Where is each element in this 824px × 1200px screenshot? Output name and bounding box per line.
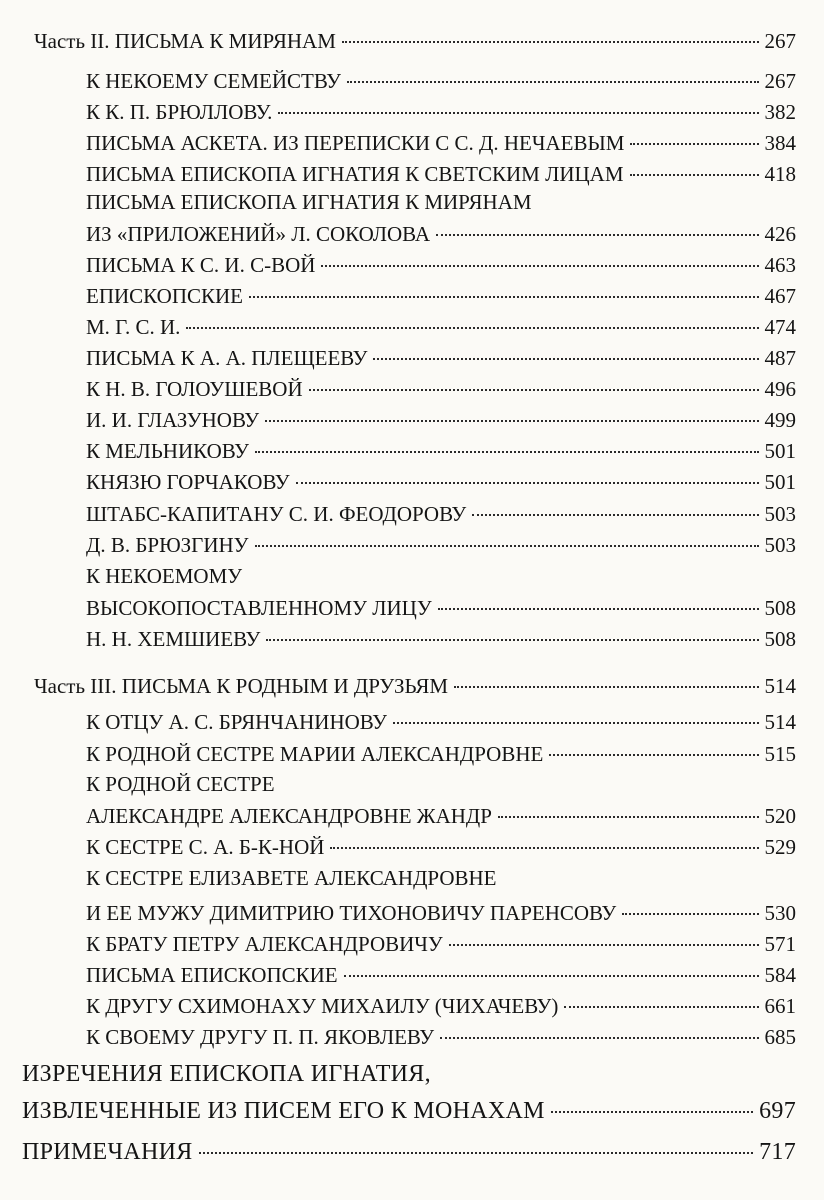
page-number: 508 <box>764 596 796 620</box>
entry-title: ВЫСОКОПОСТАВЛЕННОМУ ЛИЦУ <box>86 596 432 620</box>
toc-entry[interactable] <box>86 500 796 528</box>
entry-title: ПРИМЕЧАНИЯ <box>22 1139 193 1165</box>
entry-title: К СЕСТРЕ С. А. Б-К-НОЙ <box>86 835 325 859</box>
entry-title: К Н. В. ГОЛОУШЕВОЙ <box>86 377 303 401</box>
dot-leader <box>321 265 758 267</box>
entry-title: ШТАБС-КАПИТАНУ С. И. ФЕОДОРОВУ <box>86 502 467 526</box>
dot-leader <box>393 722 759 724</box>
dot-leader <box>564 1006 758 1008</box>
dot-leader <box>255 451 759 453</box>
dot-leader <box>454 686 758 688</box>
dot-leader <box>265 420 758 422</box>
entry-title: И ЕЕ МУЖУ ДИМИТРИЮ ТИХОНОВИЧУ ПАРЕНСОВУ <box>86 901 617 925</box>
entry-title: К НЕКОЕМОМУ <box>86 564 243 588</box>
toc-entry[interactable] <box>86 220 796 248</box>
toc-entry[interactable] <box>86 562 796 590</box>
toc-entry[interactable] <box>86 899 796 927</box>
entry-title: М. Г. С. И. <box>86 315 181 339</box>
page-number: 426 <box>764 222 796 246</box>
dot-leader <box>449 944 759 946</box>
toc-entry[interactable] <box>86 802 796 830</box>
page-number: 520 <box>764 804 796 828</box>
toc-entry[interactable] <box>86 375 796 403</box>
page-number: 499 <box>764 408 796 432</box>
toc-entry[interactable] <box>86 770 796 798</box>
page-number: 467 <box>764 284 796 308</box>
dot-leader <box>199 1152 753 1154</box>
page-number: 267 <box>764 69 796 93</box>
page-number: 697 <box>759 1098 796 1124</box>
dot-leader <box>436 234 759 236</box>
dot-leader <box>266 639 758 641</box>
entry-title: АЛЕКСАНДРЕ АЛЕКСАНДРОВНЕ ЖАНДР <box>86 804 492 828</box>
page-number: 685 <box>764 1025 796 1049</box>
page-number: 661 <box>764 994 796 1018</box>
entry-title: ПИСЬМА АСКЕТА. ИЗ ПЕРЕПИСКИ С С. Д. НЕЧАЕВЫМ <box>86 131 625 155</box>
dot-leader <box>330 847 758 849</box>
entry-title: Часть III. ПИСЬМА К РОДНЫМ И ДРУЗЬЯМ <box>34 674 449 698</box>
toc-entry[interactable] <box>86 282 796 310</box>
toc-major-entry[interactable] <box>22 1138 796 1166</box>
page-number: 463 <box>764 253 796 277</box>
page-number: 487 <box>764 346 796 370</box>
toc-entry[interactable] <box>86 313 796 341</box>
page-number: 514 <box>764 710 796 734</box>
page-number: 717 <box>759 1139 796 1165</box>
dot-leader <box>630 174 759 176</box>
toc-entry[interactable] <box>86 1023 796 1051</box>
page-number: 382 <box>764 100 796 124</box>
entry-title: Часть II. ПИСЬМА К МИРЯНАМ <box>34 29 336 53</box>
dot-leader <box>255 545 759 547</box>
entry-title: К БРАТУ ПЕТРУ АЛЕКСАНДРОВИЧУ <box>86 932 443 956</box>
entry-title: К МЕЛЬНИКОВУ <box>86 439 249 463</box>
toc-major-entry[interactable] <box>22 1097 796 1125</box>
entry-title: К НЕКОЕМУ СЕМЕЙСТВУ <box>86 69 342 93</box>
toc-entry[interactable] <box>86 406 796 434</box>
page-number: 474 <box>764 315 796 339</box>
dot-leader <box>549 754 758 756</box>
entry-title: К РОДНОЙ СЕСТРЕ <box>86 772 275 796</box>
page-number: 501 <box>764 470 796 494</box>
toc-entry[interactable] <box>86 251 796 279</box>
toc-entry[interactable] <box>86 468 796 496</box>
toc-entry[interactable] <box>86 961 796 989</box>
entry-title: ПИСЬМА К А. А. ПЛЕЩЕЕВУ <box>86 346 368 370</box>
toc-entry[interactable] <box>86 625 796 653</box>
toc-entry[interactable] <box>86 708 796 736</box>
page-number: 384 <box>764 131 796 155</box>
page-number: 530 <box>764 901 796 925</box>
page-number: 529 <box>764 835 796 859</box>
entry-title: К ОТЦУ А. С. БРЯНЧАНИНОВУ <box>86 710 387 734</box>
dot-leader <box>344 975 759 977</box>
dot-leader <box>309 389 759 391</box>
toc-major-entry[interactable] <box>22 1060 796 1088</box>
toc-entry[interactable] <box>86 160 796 188</box>
entry-title: К РОДНОЙ СЕСТРЕ МАРИИ АЛЕКСАНДРОВНЕ <box>86 742 544 766</box>
entry-title: И. И. ГЛАЗУНОВУ <box>86 408 260 432</box>
toc-entry[interactable] <box>86 188 796 216</box>
entry-title: ИЗРЕЧЕНИЯ ЕПИСКОПА ИГНАТИЯ, <box>22 1061 431 1087</box>
dot-leader <box>630 143 758 145</box>
dot-leader <box>440 1037 758 1039</box>
dot-leader <box>622 913 758 915</box>
dot-leader <box>342 41 759 43</box>
toc-entry[interactable] <box>86 344 796 372</box>
page-number: 515 <box>764 742 796 766</box>
entry-title: К СВОЕМУ ДРУГУ П. П. ЯКОВЛЕВУ <box>86 1025 435 1049</box>
entry-title: ПИСЬМА ЕПИСКОПА ИГНАТИЯ К СВЕТСКИМ ЛИЦАМ <box>86 162 624 186</box>
toc-part-heading[interactable] <box>34 672 796 700</box>
entry-title: К СЕСТРЕ ЕЛИЗАВЕТЕ АЛЕКСАНДРОВНЕ <box>86 866 497 890</box>
toc-entry[interactable] <box>86 930 796 958</box>
page-number: 571 <box>764 932 796 956</box>
page-number: 514 <box>764 674 796 698</box>
dot-leader <box>373 358 758 360</box>
entry-title: КНЯЗЮ ГОРЧАКОВУ <box>86 470 290 494</box>
entry-title: К ДРУГУ СХИМОНАХУ МИХАИЛУ (ЧИХАЧЕВУ) <box>86 994 559 1018</box>
toc-entry[interactable] <box>86 833 796 861</box>
page-number: 496 <box>764 377 796 401</box>
page-number: 501 <box>764 439 796 463</box>
entry-title: ПИСЬМА ЕПИСКОПСКИЕ <box>86 963 338 987</box>
toc-part-heading[interactable] <box>34 27 796 55</box>
toc-entry[interactable] <box>86 864 796 892</box>
entry-title: ПИСЬМА ЕПИСКОПА ИГНАТИЯ К МИРЯНАМ <box>86 190 532 214</box>
page-number: 508 <box>764 627 796 651</box>
dot-leader <box>438 608 759 610</box>
toc-entry[interactable] <box>86 98 796 126</box>
toc-entry[interactable] <box>86 740 796 768</box>
dot-leader <box>249 296 759 298</box>
toc-entry[interactable] <box>86 129 796 157</box>
page-number: 267 <box>764 29 796 53</box>
toc-entry[interactable] <box>86 437 796 465</box>
page-number: 584 <box>764 963 796 987</box>
dot-leader <box>498 816 759 818</box>
toc-entry[interactable] <box>86 531 796 559</box>
toc-entry[interactable] <box>86 594 796 622</box>
toc-entry[interactable] <box>86 67 796 95</box>
dot-leader <box>347 81 758 83</box>
entry-title: ИЗВЛЕЧЕННЫЕ ИЗ ПИСЕМ ЕГО К МОНАХАМ <box>22 1098 545 1124</box>
page-number: 418 <box>764 162 796 186</box>
toc-entry[interactable] <box>86 992 796 1020</box>
dot-leader <box>551 1111 753 1113</box>
entry-title: К К. П. БРЮЛЛОВУ. <box>86 100 273 124</box>
entry-title: Д. В. БРЮЗГИНУ <box>86 533 249 557</box>
entry-title: ЕПИСКОПСКИЕ <box>86 284 243 308</box>
page-number: 503 <box>764 533 796 557</box>
dot-leader <box>296 482 759 484</box>
entry-title: ИЗ «ПРИЛОЖЕНИЙ» Л. СОКОЛОВА <box>86 222 430 246</box>
page-number: 503 <box>764 502 796 526</box>
dot-leader <box>472 514 758 516</box>
entry-title: Н. Н. ХЕМШИЕВУ <box>86 627 261 651</box>
entry-title: ПИСЬМА К С. И. С-ВОЙ <box>86 253 316 277</box>
dot-leader <box>278 112 758 114</box>
dot-leader <box>186 327 758 329</box>
